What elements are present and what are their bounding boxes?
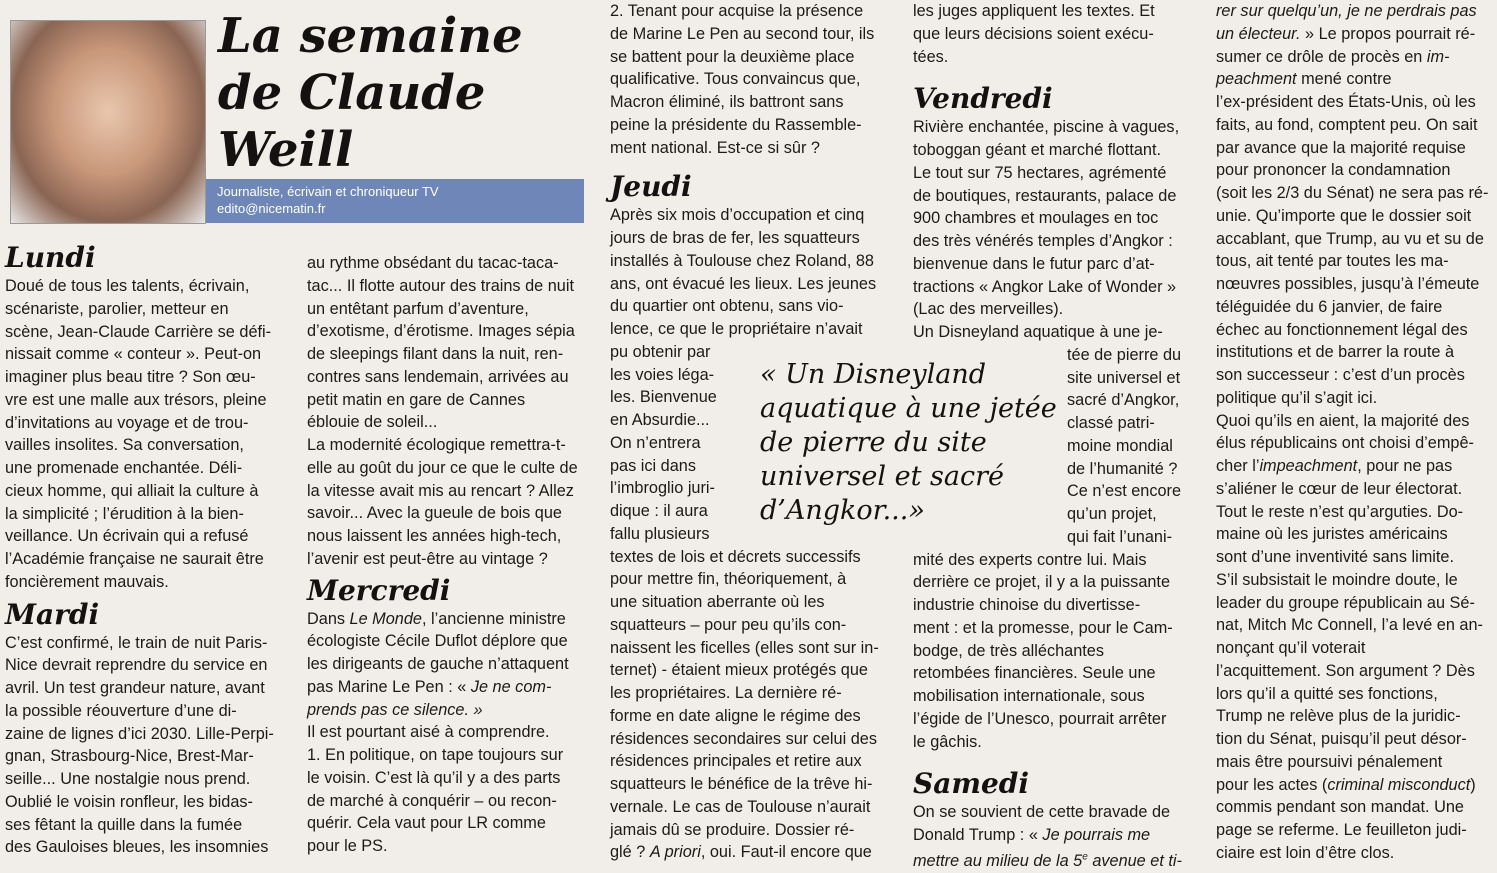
text-line: peine la présidente du Rassemble- [610, 115, 862, 134]
text-line: moine mondial [1067, 436, 1173, 455]
lundi-text [5, 275, 291, 594]
text-line: zaine de lignes d’ici 2030. Lille-Perpi- [5, 724, 274, 743]
text-line: l’Académie française ne saurait être [5, 550, 264, 568]
text-line: qu’un projet, [1067, 505, 1157, 523]
text-line: l’acquittement. Son argument ? Dès [1216, 661, 1475, 680]
text-line: naissent les ficelles (elles sont sur in- [610, 638, 879, 657]
samedi-line [1216, 774, 1497, 797]
text-line: 900 chambres et moulages en toc [913, 209, 1159, 228]
heading-mardi: Mardi [5, 597, 100, 631]
text-line: nissait comme « conteur ». Peut-on [5, 345, 262, 364]
samedi-line [913, 847, 1199, 873]
text-line: accablant, que Trump, au vu et su de [1216, 229, 1484, 248]
text-line: page se referme. Le feuilleton judi- [1216, 821, 1467, 839]
text-line: résidences principales et retire aux [610, 752, 862, 771]
text-line: tées. [913, 47, 949, 66]
text-line: petit matin en gare de Cannes [307, 390, 526, 409]
samedi-text [1216, 478, 1497, 774]
heading-mercredi: Mercredi [307, 573, 451, 607]
samedi-line [1216, 46, 1497, 69]
text-line: site universel et [1067, 368, 1181, 387]
text-span: cher l’ [1216, 457, 1260, 475]
samedi-line [1216, 455, 1497, 478]
mercredi-text [307, 721, 593, 858]
text-line: de marché à conquérir – ou recon- [307, 791, 557, 810]
text-line: la simplicité ; l’érudition à la bien- [5, 504, 244, 523]
text-line: du quartier ont obtenu, sans vio- [610, 297, 844, 316]
text-line: industrie chinoise du divertisse- [913, 596, 1141, 614]
author-photo [10, 20, 206, 224]
text-line: vre est une malle aux trésors, pleine [5, 390, 267, 409]
text-line: politique qu’il s’agit ici. [1216, 388, 1378, 407]
text-line: cieux homme, qui alliait la culture à [5, 481, 259, 500]
text-line: nous laissent les années high-tech, [307, 527, 562, 545]
jeudi-line [610, 841, 896, 864]
text-line: éblouie de soleil... [307, 413, 438, 432]
column-2 [307, 252, 593, 858]
vendredi-narrow-text [1067, 344, 1189, 549]
text-line: tion du Sénat, puisqu’il peut désor- [1216, 730, 1467, 748]
jeudi-narrow-text [610, 341, 730, 546]
jeudi-text-continued [610, 546, 896, 842]
text-line: Macron éliminé, ils battront sans [610, 93, 844, 111]
text-line: échec au fonctionnement légal des [1216, 320, 1468, 339]
text-line: quérir. Cela vaut pour LR comme [307, 814, 546, 833]
mercredi-line [307, 676, 593, 699]
author-info-box [206, 179, 584, 223]
samedi-line: On se souvient de cette bravade de [913, 803, 1171, 822]
text-line: lence, ce que le propriétaire n’avait [610, 320, 863, 338]
mercredi-continued [610, 0, 896, 159]
quote-text: avenue et ti- [1087, 852, 1182, 871]
text-line: l’égide de l’Unesco, pourrait arrêter [913, 709, 1167, 728]
text-line: que leurs décisions soient exécu- [913, 24, 1154, 43]
column-5 [1216, 0, 1497, 865]
text-line: Quoi qu’ils en aient, la majorité des [1216, 411, 1470, 430]
text-line: Doué de tous les talents, écrivain, [5, 277, 250, 295]
text-line: se battent pour la deuxième place [610, 47, 855, 66]
text-line: Nice devrait reprendre du service en [5, 656, 268, 675]
text-line: universel et sacré [760, 461, 1004, 492]
text-line: contres sans lendemain, arrivées au [307, 367, 569, 386]
vendredi-text-continued [913, 549, 1199, 754]
text-line: Ce n’est encore [1067, 482, 1182, 501]
trains-text [307, 252, 593, 571]
vendredi-text [913, 116, 1199, 344]
text-line: mais être poursuivi pénalement [1216, 752, 1443, 771]
text-line: (Lac des merveilles). [913, 300, 1064, 319]
text-line: tée de pierre du [1067, 345, 1182, 364]
text-line: « Un Disneyland [760, 359, 986, 390]
text-line: Un Disneyland aquatique à une je- [913, 323, 1163, 341]
text-line: 1. En politique, on tape toujours sur [307, 746, 564, 764]
text-line: mité des experts contre lui. Mais [913, 550, 1147, 569]
text-line: pour prononcer la condamnation [1216, 161, 1451, 180]
text-line: Le tout sur 75 hectares, agrémenté [913, 163, 1167, 182]
text-span: Donald Trump : « [913, 826, 1043, 844]
text-line: en Absurdie... [610, 411, 710, 429]
text-span: » Le propos pourrait ré- [1300, 24, 1476, 43]
text-line: s’aliéner le cœur de leur électorat. [1216, 479, 1463, 498]
jeudi-continued [913, 0, 1199, 68]
author-role: Journaliste, écrivain et chroniqueur TV [217, 184, 439, 199]
text-line: pas ici dans [610, 456, 696, 475]
heading-jeudi: Jeudi [610, 170, 692, 204]
text-line: veillance. Un écrivain qui a refusé [5, 527, 249, 546]
text-line: nœuvres possibles, jusqu’à l’émeute [1216, 275, 1480, 293]
text-line: nonçant qu’il voterait [1216, 639, 1366, 657]
text-line: Il est pourtant aisé à comprendre. [307, 723, 550, 742]
text-line: institutions et de barrer la route à [1216, 343, 1455, 362]
text-line: de l’humanité ? [1067, 459, 1178, 478]
column-4 [913, 0, 1199, 873]
text-line: sacré d’Angkor, [1067, 391, 1180, 410]
text-line: élus républicains ont choisi d’empê- [1216, 434, 1474, 453]
text-line: un entêtant parfum d’aventure, [307, 299, 529, 318]
text-line: une promenade enchantée. Déli- [5, 459, 243, 477]
heading-lundi: Lundi [5, 241, 96, 274]
text-line: installés à Toulouse chez Roland, 88 [610, 251, 874, 270]
text-span: , l’ancienne ministre [421, 609, 566, 628]
text-line: résidences secondaires sur celui des [610, 729, 877, 748]
text-line: ans, ont évacué les lieux. Les jeunes [610, 274, 877, 293]
text-line: le voisin. C’est là qu’il y a des parts [307, 768, 561, 787]
text-line: des très vénérés temples d’Angkor : [913, 232, 1173, 250]
text-span: pour les actes ( [1216, 775, 1328, 794]
text-line: le gâchis. [913, 732, 982, 751]
quote-text: Je pourrais me [1042, 826, 1151, 844]
text-line: tac... Il flotte autour des trains de nuit [307, 276, 574, 295]
text-line: qualificative. Tous convaincus que, [610, 70, 861, 89]
text-line: Oublié le voisin ronfleur, les bidas- [5, 792, 253, 811]
text-line: pour le PS. [307, 837, 388, 855]
text-span: glé ? [610, 843, 650, 862]
text-line: squatteurs le bénéfice de la trêve hi- [610, 775, 873, 793]
text-line: pour mettre fin, théoriquement, à [610, 570, 847, 589]
text-line: une situation aberrante où les [610, 593, 825, 611]
text-line: faits, au fond, comptent peu. On sait [1216, 115, 1478, 134]
text-line: savoir... Avec la gueule de bois que [307, 504, 562, 523]
text-span: , oui. Faut-il encore que [700, 843, 872, 862]
text-line: classé patri- [1067, 414, 1155, 432]
samedi-line [913, 824, 1199, 847]
text-line: Tout le reste n’est qu’arguties. Do- [1216, 502, 1464, 521]
latin-phrase: A priori [649, 843, 701, 862]
text-line: les. Bienvenue [610, 388, 717, 407]
quote-text: mettre au milieu de la 5 [913, 852, 1083, 871]
text-line: elle au goût du jour ce que le culte de [307, 458, 578, 477]
mercredi-line: les dirigeants de gauche n’attaquent [307, 655, 569, 673]
text-line: squatteurs – pour peu qu’ils con- [610, 615, 847, 634]
text-line: dique : il aura [610, 502, 708, 520]
samedi-text [1216, 91, 1497, 455]
english-term: criminal misconduct [1327, 775, 1471, 794]
text-line: des Gauloises bleues, les insomnies [5, 838, 269, 857]
english-term: peachment [1216, 70, 1297, 89]
text-line: l’ex-président des États-Unis, où les [1216, 93, 1476, 111]
text-line: Après six mois d’occupation et cinq [610, 206, 865, 225]
text-line: ternet) - étaient mieux protégés que [610, 661, 868, 680]
text-line: sont d’une inventivité sans limite. [1216, 548, 1455, 566]
text-line: (soit les 2/3 du Sénat) ne sera pas ré- [1216, 184, 1489, 202]
superscript: e [1082, 851, 1088, 863]
text-line: jours de bras de fer, les squatteurs [610, 229, 860, 247]
samedi-line [1216, 0, 1497, 23]
text-span: sumer ce drôle de procès en [1216, 47, 1427, 66]
mercredi-line: écologiste Cécile Duflot déplore que [307, 632, 568, 651]
title-line-1: La semaine [218, 8, 523, 64]
text-line: la vitesse avait mis au rencart ? Allez [307, 481, 574, 500]
text-line: lors qu’il a quitté ses fonctions, [1216, 684, 1438, 703]
text-line: de Marine Le Pen au second tour, ils [610, 24, 875, 43]
text-line: ciaire est loin d’être clos. [1216, 843, 1395, 862]
quote-text: prends pas ce silence. » [307, 700, 483, 719]
samedi-line [1216, 68, 1497, 91]
text-span: ) [1470, 775, 1476, 794]
text-line: La modernité écologique remettra-t- [307, 436, 566, 454]
text-line: bodge, de très alléchantes [913, 641, 1104, 660]
text-line: gnan, Strasbourg-Nice, Brest-Mar- [5, 747, 254, 766]
text-line: téléguidée du 6 janvier, de faire [1216, 297, 1443, 316]
text-line: seille... Une nostalgie nous prend. [5, 770, 251, 788]
quote-text: Je ne com- [470, 677, 552, 696]
newspaper-name: Le Monde [349, 609, 422, 628]
text-line: tractions « Angkor Lake of Wonder » [913, 277, 1177, 296]
text-line: imaginer plus beau titre ? Son œu- [5, 368, 256, 386]
column-1 [5, 241, 291, 859]
text-line: d’Angkor...» [760, 495, 925, 526]
text-span: pas Marine Le Pen : « [307, 677, 471, 696]
mercredi-line [307, 699, 593, 722]
text-line: Trump ne relève plus de la juridic- [1216, 707, 1461, 726]
text-line: scène, Jean-Claude Carrière se défi- [5, 322, 272, 341]
text-line: d’exotisme, d’érotisme. Images sépia [307, 322, 575, 341]
text-line: Rivière enchantée, piscine à vagues, [913, 118, 1180, 137]
text-line: commis pendant son mandat. Une [1216, 798, 1464, 817]
text-line: textes de lois et décrets successifs [610, 547, 861, 566]
text-line: les propriétaires. La dernière ré- [610, 684, 842, 702]
text-line: maine où les juristes américains [1216, 525, 1448, 544]
text-line: la possible réouverture d’une di- [5, 701, 237, 720]
text-line: d’invitations au voyage et de trou- [5, 413, 249, 432]
text-line: foncièrement mauvais. [5, 572, 169, 591]
text-span: mené contre [1296, 70, 1392, 89]
text-line: jamais dû se produire. Dossier ré- [610, 820, 855, 839]
text-line: fallu plusieurs [610, 524, 710, 543]
text-span: , pour ne pas [1357, 457, 1453, 475]
text-line: ment : et la promesse, pour le Cam- [913, 618, 1173, 637]
text-line: son successeur : c’est d’un procès [1216, 366, 1465, 384]
text-line: forme en date aligne le régime des [610, 706, 861, 725]
quote-text: rer sur quelqu’un, je ne perdrais pas [1216, 2, 1477, 20]
english-term: im- [1426, 47, 1450, 66]
english-term: impeachment [1259, 457, 1358, 475]
mercredi-line [307, 608, 593, 631]
text-line: S’il subsistait le moindre doute, le [1216, 570, 1458, 589]
text-line: ment national. Est-ce si sûr ? [610, 138, 820, 157]
samedi-line [1216, 23, 1497, 46]
text-line: 2. Tenant pour acquise la présence [610, 2, 864, 20]
text-span: Dans [307, 609, 350, 628]
author-email[interactable]: edito@nicematin.fr [217, 201, 326, 216]
text-line: l’imbroglio juri- [610, 479, 715, 498]
text-line: mobilisation internationale, sous [913, 687, 1145, 705]
text-line: vernale. Le cas de Toulouse n’aurait [610, 797, 871, 816]
quote-text: un électeur. [1216, 24, 1301, 43]
text-line: scénariste, parolier, metteur en [5, 299, 229, 318]
text-line: nat, Mitch Mc Connell, l’a levé en an- [1216, 616, 1483, 635]
text-line: retombées financières. Seule une [913, 664, 1156, 683]
text-line: aquatique à une jetée [760, 393, 1057, 424]
text-line: On n’entrera [610, 433, 701, 452]
text-line: vailles insolites. Sa conversation, [5, 436, 244, 455]
text-line: de boutiques, restaurants, palace de [913, 186, 1177, 205]
heading-samedi: Samedi [913, 767, 1030, 801]
text-line: derrière ce projet, il y a la puissante [913, 573, 1171, 592]
text-line: leader du groupe républicain au Sé- [1216, 593, 1475, 612]
text-line: par avance que la majorité requise [1216, 138, 1466, 157]
text-line: tous, ait tenté par toutes les ma- [1216, 252, 1449, 271]
samedi-text [1216, 796, 1497, 864]
jeudi-text [610, 204, 896, 341]
text-line: toboggan géant et marché flottant. [913, 141, 1162, 159]
text-line: de pierre du site [760, 427, 987, 458]
text-line: au rythme obsédant du tacac-taca- [307, 254, 559, 272]
text-line: bienvenue dans le futur parc d’at- [913, 254, 1155, 273]
text-line: les voies léga- [610, 365, 715, 384]
title-line-2: de Claude Weill [218, 65, 486, 178]
text-line: les juges appliquent les textes. Et [913, 2, 1155, 20]
text-line: unie. Qu’importe que le dossier soit [1216, 206, 1472, 225]
text-line: de sleepings filant dans la nuit, ren- [307, 345, 564, 363]
text-line: avril. Un test grandeur nature, avant [5, 679, 265, 697]
text-line: ses fêtant la quille dans la fumée [5, 815, 243, 834]
text-line: pu obtenir par [610, 342, 711, 361]
text-line: l’avenir est peut-être au vintage ? [307, 549, 548, 568]
mardi-text [5, 632, 291, 860]
column-title [218, 8, 598, 179]
heading-vendredi: Vendredi [913, 82, 1053, 116]
text-line: C’est confirmé, le train de nuit Paris- [5, 633, 268, 652]
text-line: qui fait l’unani- [1067, 527, 1172, 546]
